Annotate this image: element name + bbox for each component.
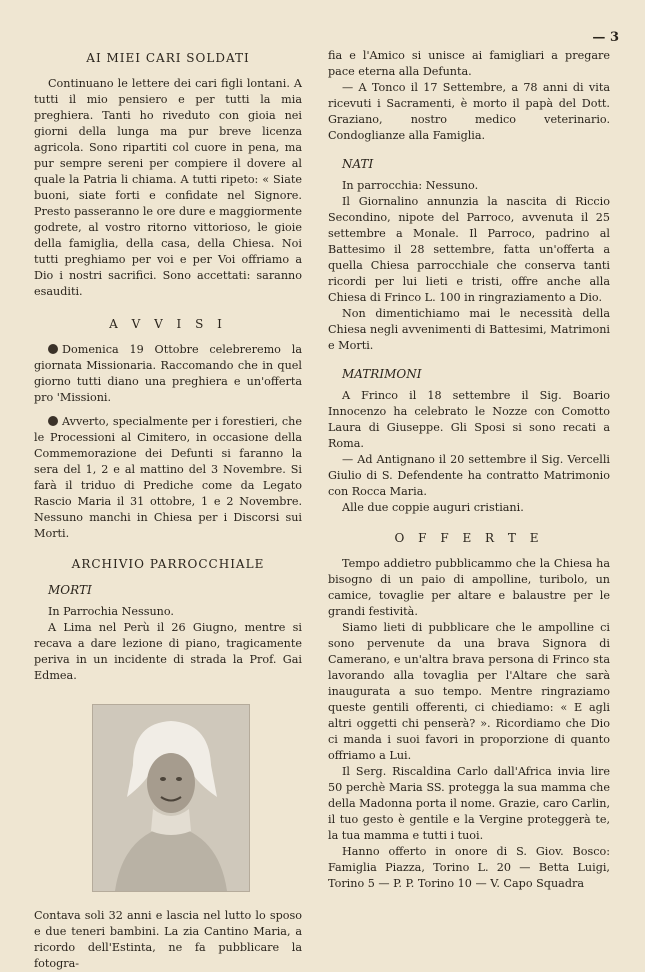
nati-paragraph-1: In parrocchia: Nessuno. xyxy=(342,179,479,192)
offerte-paragraph-3: Il Serg. Riscaldina Carlo dall'Africa invia lire 50 perchè Maria SS. protegga la sua mamma che della Madonna porta il nome. Grazie, caro Carlin, il tuo gesto è gentile e la Vergine proteggerà te, la tua mamma e tutti i tuoi. xyxy=(328,765,611,842)
left-column xyxy=(34,48,302,972)
matrimoni-paragraph-2: — Ad Antignano il 20 settembre il Sig. Vercelli Giulio di S. Defendente ha contratto Matrimonio con Rocca Maria. xyxy=(328,453,610,498)
avvisi-title: A V V I S I xyxy=(109,317,227,331)
soldati-text: Continuano le lettere dei cari figli lontani. A tutti il mio pensiero e per tutti la mia preghiera. Tanti ho riveduto con gioia nei giorni della lunga ma pur breve licenza agricola. Sono ripartiti col cuore in pena, ma pur sempre sereni per compiere il dovere al quale la Patria li chiama. A tutti ripeto: « Siate buoni, siate forti e confidate nel Signore. Presto passeranno le ore dure e maggiormente godrete, al vostro ritorno vittorioso, le gioie della famiglia, della casa, della Chiesa. Noi tutti preghiamo per voi e per Voi offriamo a Dio i nostri sacrifici. Sono accettati: saranno esauditi. xyxy=(34,77,302,298)
offerte-paragraph-4: Hanno offerto in onore di S. Giov. Bosco: Famiglia Piazza, Torino L. 20 — Betta Luigi, Torino 5 — P. P. Torino 10 — V. Capo Squadra xyxy=(328,845,610,890)
matrimoni-heading: MATRIMONI xyxy=(342,367,422,381)
soldati-title: AI MIEI CARI SOLDATI xyxy=(86,51,250,65)
matrimoni-paragraph-1: A Frinco il 18 settembre il Sig. Boario Innocenzo ha celebrato le Nozze con Comotto Laura di Giuseppe. Gli Sposi si sono recati a Roma. xyxy=(328,389,610,450)
offerte-paragraph-2: Siamo lieti di pubblicare che le ampolline ci sono pervenute da una brava Signora di Camerano, e un'altra brava persona di Frinco sta lavorando alla tovaglia per l'Altare che sarà inaugurata a suo tempo. Mentre ringraziamo queste gentili offerenti, ci chiediamo: « E agli altri oggetti chi penserà? ». Ricordiamo che Dio ci manda i suoi favori in proporzione di quanto offriamo a Lui. xyxy=(328,621,610,762)
right-column xyxy=(328,48,610,892)
offerte-paragraph-1: Tempo addietro pubblicammo che la Chiesa ha bisogno di un paio di ampolline, turibolo, un camice, tovaglie per altare e balaustre per le grandi festività. xyxy=(328,557,610,618)
portrait-image xyxy=(93,705,249,891)
continued-text: fia e l'Amico si unisce ai famigliari a pregare pace eterna alla Defunta. xyxy=(328,49,610,78)
page-number: — 3 xyxy=(592,30,619,45)
morti-paragraph-2: A Lima nel Perù il 26 Giugno, mentre si recava a dare lezione di piano, tragicamente periva in un incidente di strada la Prof. Gai Edmea. xyxy=(34,621,302,682)
tonco-paragraph: — A Tonco il 17 Settembre, a 78 anni di vita ricevuti i Sacramenti, è morto il papà del Dott. Graziano, nostro medico veterinario. Condoglianze alla Famiglia. xyxy=(328,81,610,142)
avvisi-item-1: Domenica 19 Ottobre celebreremo la giornata Missionaria. Raccomando che in quel giorno tutti diano una preghiera e un'offerta pro 'Missioni. xyxy=(34,343,302,404)
morti-paragraph-1: In Parrochia Nessuno. xyxy=(48,605,174,618)
matrimoni-paragraph-3: Alle due coppie auguri cristiani. xyxy=(342,501,524,514)
portrait-photo xyxy=(92,704,250,892)
offerte-title: O F F E R T E xyxy=(394,531,544,545)
nati-paragraph-2: Il Giornalino annunzia la nascita di Riccio Secondino, nipote del Parroco, avvenuta il 25 settembre a Monale. Il Parroco, padrino al Battesimo il 28 settembre, fatta un'offerta a quella Chiesa parrocchiale che conserva tanti ricordi per lui lieti e tristi, offre anche alla Chiesa di Frinco L. 100 in ringraziamento a Dio. xyxy=(328,195,610,304)
morti-heading: MORTI xyxy=(48,583,92,597)
morti-paragraph-3: Contava soli 32 anni e lascia nel lutto lo sposo e due teneri bambini. La zia Cantino Maria, a ricordo dell'Estinta, ne fa pubblicare la fotogra- xyxy=(34,909,302,970)
bullet-icon xyxy=(48,416,58,426)
bullet-icon xyxy=(48,344,58,354)
archivio-title: ARCHIVIO PARROCCHIALE xyxy=(71,557,265,571)
nati-heading: NATI xyxy=(342,157,374,171)
nati-paragraph-3: Non dimentichiamo mai le necessità della Chiesa negli avvenimenti di Battesimi, Matrimoni e Morti. xyxy=(328,307,610,352)
avvisi-item-2: Avverto, specialmente per i forestieri, che le Processioni al Cimitero, in occasione della Commemorazione dei Defunti si faranno la sera del 1, 2 e al mattino del 3 Novembre. Si farà il triduo di Prediche come da Legato Rascio Maria il 31 ottobre, 1 e 2 Novembre. Nessuno manchi in Chiesa per i Discorsi sui Morti. xyxy=(34,415,302,540)
